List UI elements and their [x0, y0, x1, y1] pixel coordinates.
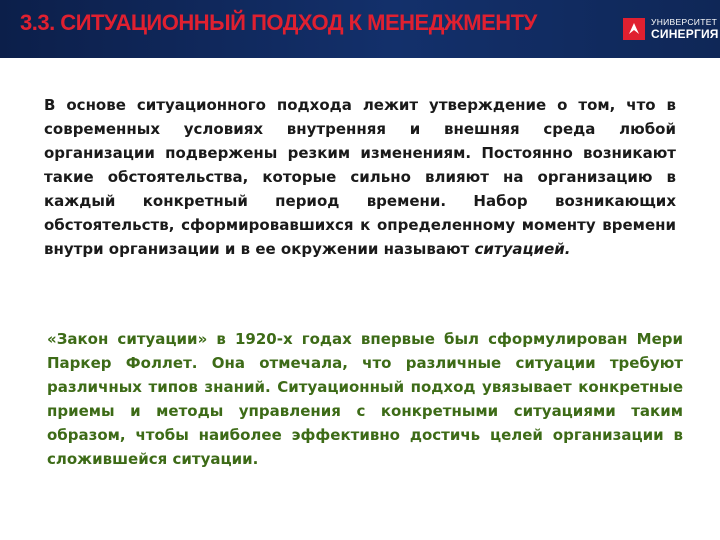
synergy-logo-icon [620, 15, 648, 43]
logo-text-line2: СИНЕРГИЯ [651, 27, 719, 41]
intro-paragraph-emphasis: ситуацией. [474, 240, 571, 258]
slide-title: 3.3. СИТУАЦИОННЫЙ ПОДХОД К МЕНЕДЖМЕНТУ [20, 10, 537, 35]
intro-paragraph [44, 93, 676, 261]
situation-law-paragraph: «Закон ситуации» в 1920-х годах впервые был сформулирован Мери Паркер Фоллет. Она отмечала, что различные ситуации требуют различных типов знаний. Ситуационный подход увязывает конкретные приемы и методы управления с конкретными ситуациями таким образом, чтобы наиболее эффективно достичь целей организации в сложившейся ситуации. [47, 330, 683, 468]
slide-header [0, 0, 720, 58]
logo-text-line1: УНИВЕРСИТЕТ [651, 17, 718, 27]
university-logo [620, 13, 719, 45]
intro-paragraph-text: В основе ситуационного подхода лежит утверждение о том, что в современных условиях внутренняя и внешняя среда любой организации подвержены резким изменениям. Постоянно возникают такие обстоятельства, которые сильно влияют на организацию в каждый конкретный период времени. Набор возникающих обстоятельств, сформировавшихся к определенному моменту времени внутри организации и в ее окружении называют [44, 96, 676, 258]
